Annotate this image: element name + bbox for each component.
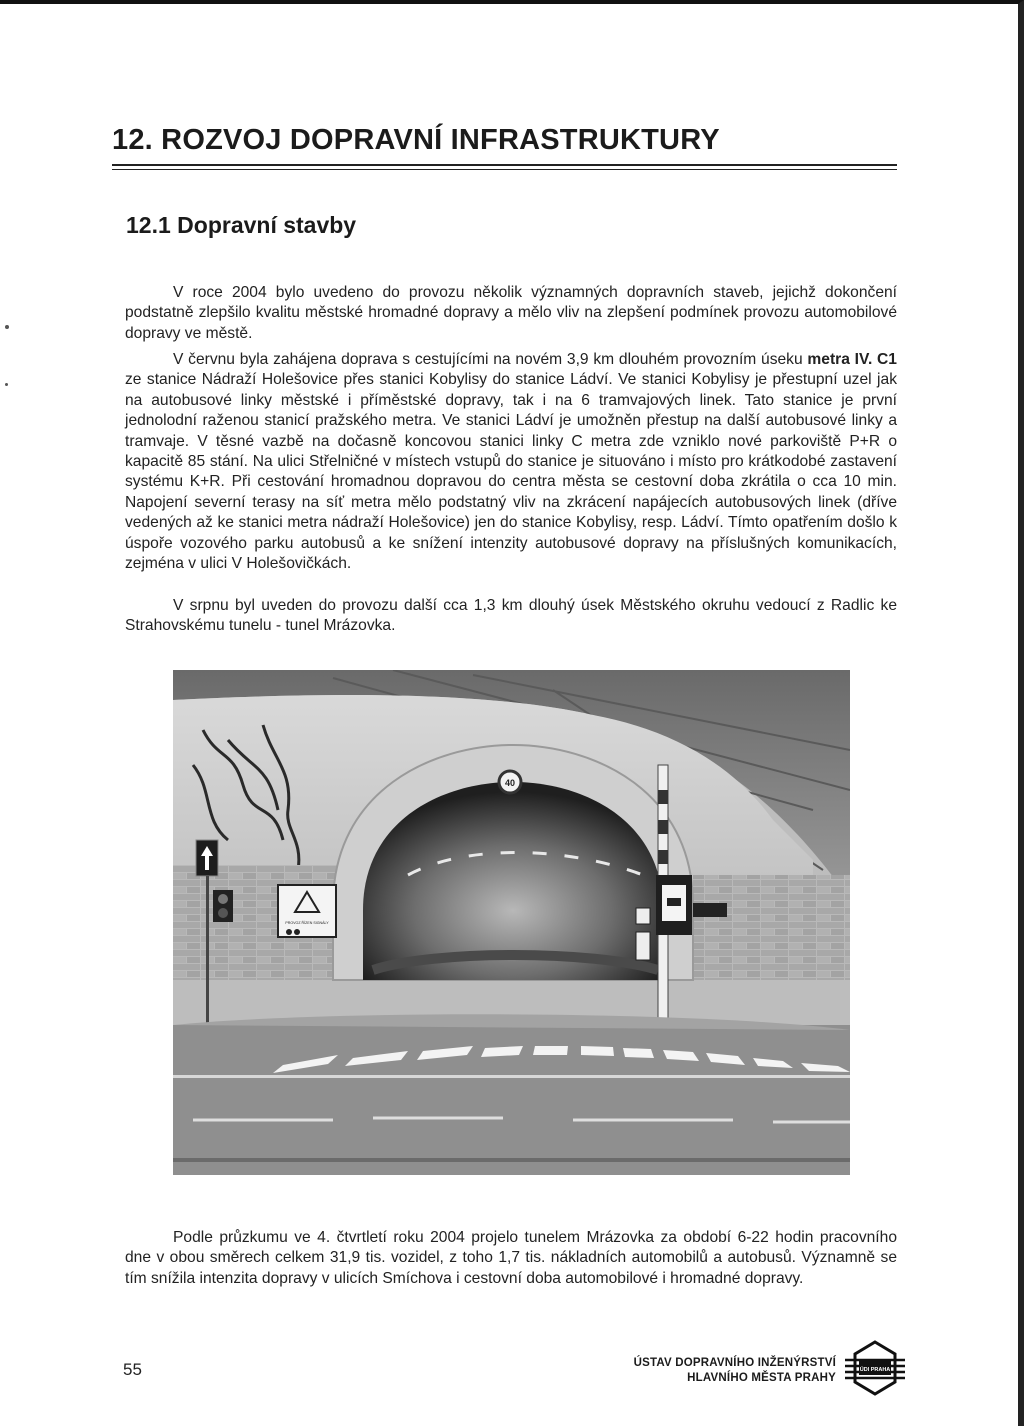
speed-limit-sign: 40 xyxy=(504,778,516,788)
udi-logo-icon xyxy=(845,1340,905,1396)
chapter-title: 12. ROZVOJ DOPRAVNÍ INFRASTRUKTURY xyxy=(112,124,720,156)
page-number: 55 xyxy=(123,1360,142,1379)
tunnel-photo xyxy=(173,670,850,1175)
metro-line-label: metra IV. C1 xyxy=(807,351,897,368)
logo-text: ÚDI PRAHA xyxy=(859,1367,891,1373)
paragraph-intro xyxy=(125,283,897,344)
org-name-line1: ÚSTAV DOPRAVNÍHO INŽENÝRSTVÍ xyxy=(633,1357,836,1369)
paragraph-metro-rest: ze stanice Nádraží Holešovice přes stanici Kobylisy do stanice Ládví. Ve stanici Kobylisy je přestupní uzel jak na autobusové linky městské i příměstské dopravy, tak i na 6 tramvajových linek. Tato stanice je první jednolodní raženou stanicí pražského metra. Ve stanici Ládví je umožněn přestup na další autobusové linky a tramvaje. V těsné vazbě na dočasně koncovou stanici linky C metra zde vzniklo nové parkoviště P+R o kapacitě 85 stání. Na ulici Střelničné v místech vstupů do stanice je situováno i místo pro krátkodobé zastavení systému K+R. Při cestování hromadnou dopravou do centra města se cestovní doba zkrátila o cca 10 min. Napojení severní terasy na síť metra mělo podstatný vliv na zkrácení napájecích autobusových linek (dříve vedených až ke stanici metra nádraží Holešovice) jen do stanice Kobylisy, resp. Ládví. Tímto opatřením došlo k úspoře vozového parku autobusů a ke snížení intenzity autobusové dopravy na příslušných komunikacích, zejména v ulici V Holešovičkách. xyxy=(125,371,897,573)
warning-panel-text: PROVOZ ŘÍZEN SIGNÁLY xyxy=(285,921,329,925)
section-title: 12.1 Dopravní stavby xyxy=(126,212,357,238)
paragraph-intro-text: V roce 2004 bylo uvedeno do provozu několik významných dopravních staveb, jejichž dokončení podstatně zlepšilo kvalitu městské hromadné dopravy a mělo vliv na zlepšení podmínek provozu automobilové dopravy ve městě. xyxy=(125,284,897,342)
footer-organization xyxy=(600,1356,836,1386)
title-rule-thin xyxy=(112,169,897,170)
paragraph-survey xyxy=(125,1228,897,1289)
paragraph-survey-text: Podle průzkumu ve 4. čtvrtletí roku 2004 projelo tunelem Mrázovka za období 6-22 hodin pracovního dne v obou směrech celkem 31,9 tis. vozidel, z toho 1,7 tis. nákladních automobilů a autobusů. Významně se tím snížila intenzita dopravy v ulicích Smíchova i cestovní doba automobilové i hromadné dopravy. xyxy=(125,1229,897,1287)
scan-artifact xyxy=(5,383,8,386)
org-name-line2: HLAVNÍHO MĚSTA PRAHY xyxy=(687,1372,836,1384)
paragraph-metro-start: V červnu byla zahájena doprava s cestujícími na novém 3,9 km dlouhém provozním úseku xyxy=(173,351,803,368)
paragraph-tunnel xyxy=(125,596,897,637)
paragraph-metro xyxy=(125,350,897,574)
scan-artifact xyxy=(5,325,9,329)
paragraph-tunnel-text: V srpnu byl uveden do provozu další cca 1,3 km dlouhý úsek Městského okruhu vedoucí z Radlic ke Strahovskému tunelu - tunel Mrázovka. xyxy=(125,597,897,635)
title-rule-thick xyxy=(112,164,897,166)
